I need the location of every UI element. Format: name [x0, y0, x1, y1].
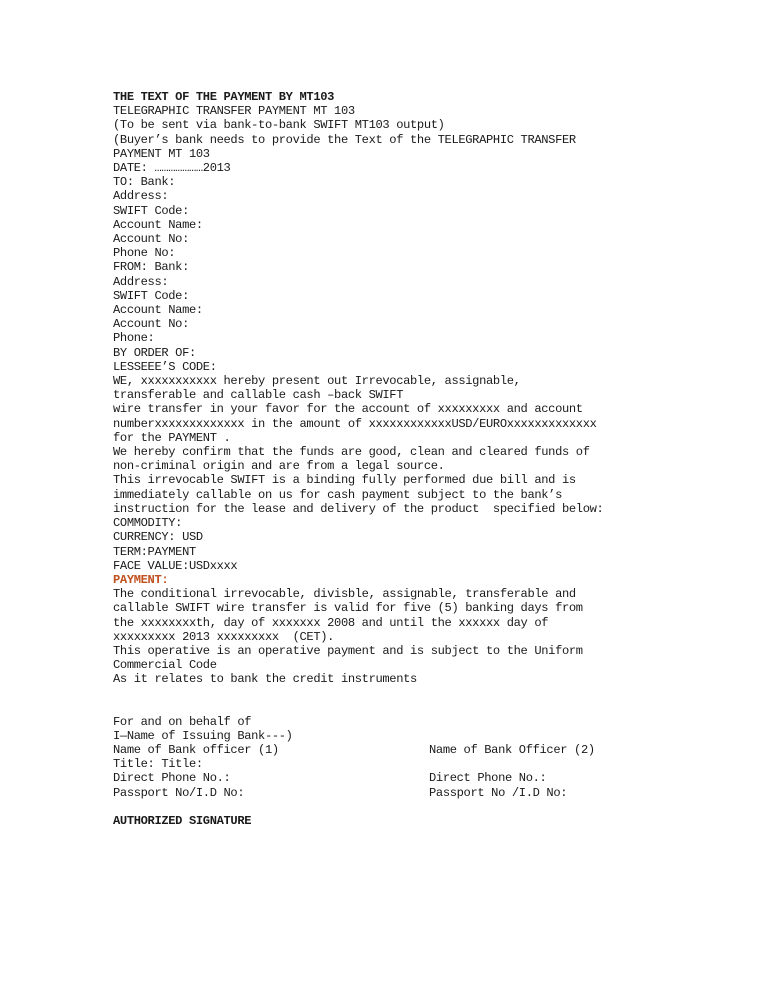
body-line: transferable and callable cash –back SWIFT	[113, 388, 404, 403]
from-field: Address:	[113, 274, 169, 289]
date-line: DATE: …………………2013	[113, 161, 231, 176]
document-page	[113, 90, 753, 828]
officer-row	[113, 786, 753, 800]
officer-1-field: Name of Bank officer (1)	[113, 742, 279, 757]
officer-row	[113, 743, 753, 757]
officer-2-field: Direct Phone No.:	[429, 771, 547, 786]
officer-1-field: Title: Title:	[113, 757, 203, 772]
face-value-line: FACE VALUE:USDxxxx	[113, 558, 238, 573]
body-block	[113, 374, 753, 573]
payment-line: Commercial Code	[113, 658, 217, 673]
behalf-block	[113, 715, 753, 743]
from-field: Phone:	[113, 331, 155, 346]
currency-line: CURRENCY: USD	[113, 530, 203, 545]
authorized-signature-label: AUTHORIZED SIGNATURE	[113, 813, 252, 828]
payment-line: This operative is an operative payment and is subject to the Uniform	[113, 643, 583, 658]
header-line: TELEGRAPHIC TRANSFER PAYMENT MT 103	[113, 104, 355, 119]
header-block	[113, 104, 753, 175]
to-field: SWIFT Code:	[113, 203, 189, 218]
payment-block	[113, 587, 753, 686]
payment-heading: PAYMENT:	[113, 572, 169, 587]
term-line: TERM:PAYMENT	[113, 544, 196, 559]
to-field: Phone No:	[113, 246, 176, 261]
header-line: (To be sent via bank-to-bank SWIFT MT103 output)	[113, 118, 445, 133]
body-line: WE, xxxxxxxxxxx hereby present out Irrevocable, assignable,	[113, 374, 521, 389]
from-field: Account No:	[113, 317, 189, 332]
body-line: numberxxxxxxxxxxxxx in the amount of xxxxxxxxxxxxUSD/EUROxxxxxxxxxxxxx	[113, 416, 597, 431]
spacer	[113, 687, 753, 715]
order-field: LESSEEE’S CODE:	[113, 359, 217, 374]
body-line: We hereby confirm that the funds are good, clean and cleared funds of	[113, 445, 590, 460]
body-line: This irrevocable SWIFT is a binding fully performed due bill and is	[113, 473, 576, 488]
officers-block	[113, 743, 753, 800]
officer-2-field: Name of Bank Officer (2)	[429, 742, 595, 757]
officer-row	[113, 757, 753, 771]
to-field: Account Name:	[113, 217, 203, 232]
commodity-line: COMMODITY:	[113, 516, 183, 531]
officer-1-field: Passport No/I.D No:	[113, 785, 245, 800]
from-block	[113, 260, 753, 345]
body-line: wire transfer in your favor for the account of xxxxxxxxx and account	[113, 402, 583, 417]
to-field: Address:	[113, 189, 169, 204]
payment-line: the xxxxxxxxth, day of xxxxxxx 2008 and until the xxxxxx day of	[113, 615, 549, 630]
body-line: immediately callable on us for cash payment subject to the bank’s	[113, 487, 562, 502]
body-line: for the PAYMENT .	[113, 430, 231, 445]
officer-2-field: Passport No /I.D No:	[429, 785, 568, 800]
body-line: instruction for the lease and delivery of the product specified below:	[113, 501, 604, 516]
from-field: FROM: Bank:	[113, 260, 189, 275]
payment-line: The conditional irrevocable, divisble, assignable, transferable and	[113, 587, 576, 602]
order-field: BY ORDER OF:	[113, 345, 196, 360]
order-block	[113, 346, 753, 374]
spacer	[113, 800, 753, 814]
header-line: (Buyer’s bank needs to provide the Text of the TELEGRAPHIC TRANSFER	[113, 132, 576, 147]
from-field: Account Name:	[113, 303, 203, 318]
document-title: THE TEXT OF THE PAYMENT BY MT103	[113, 90, 335, 104]
issuing-bank-line: I—Name of Issuing Bank---)	[113, 728, 293, 743]
officer-1-field: Direct Phone No.:	[113, 771, 231, 786]
behalf-line: For and on behalf of	[113, 714, 252, 729]
header-line: PAYMENT MT 103	[113, 146, 210, 161]
to-field: TO: Bank:	[113, 175, 176, 190]
payment-line: callable SWIFT wire transfer is valid for five (5) banking days from	[113, 601, 583, 616]
to-block	[113, 175, 753, 260]
payment-line: As it relates to bank the credit instruments	[113, 672, 417, 687]
to-field: Account No:	[113, 232, 189, 247]
officer-row	[113, 771, 753, 785]
body-line: non-criminal origin and are from a legal source.	[113, 459, 445, 474]
payment-line: xxxxxxxxx 2013 xxxxxxxxx (CET).	[113, 629, 335, 644]
from-field: SWIFT Code:	[113, 288, 189, 303]
